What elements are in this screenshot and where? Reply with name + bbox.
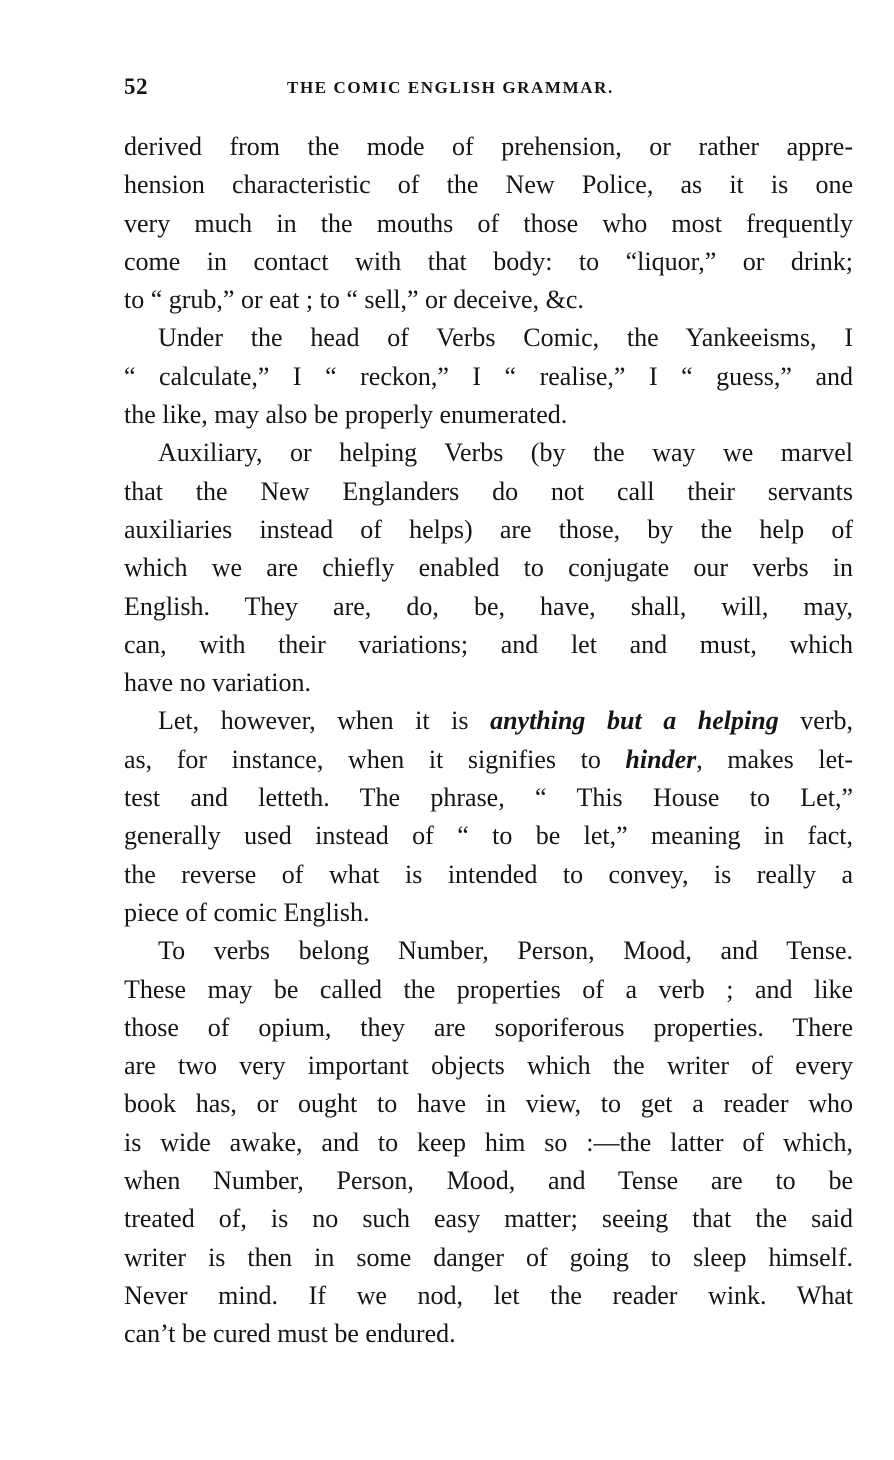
paragraph [124,702,853,932]
text-run: Let, however, when it is [158,706,491,736]
text-line: have no variation. [124,668,311,698]
body-text [124,128,853,1354]
paragraph [124,434,853,702]
text-line: These may be called the properties of a verb ; and like [124,974,853,1004]
text-run: as, for instance, when it signifies to [124,744,626,774]
text-line: “ calculate,” I “ reckon,” I “ realise,” I “ guess,” and [124,361,853,391]
text-line: the like, may also be properly enumerated. [124,400,568,430]
text-line: hension characteristic of the New Police, as it is one [124,170,853,200]
text-line: can, with their variations; and let and must, which [124,629,853,659]
text-line: to “ grub,” or eat ; to “ sell,” or deceive, &c. [124,285,584,315]
page-number: 52 [124,74,148,99]
text-line: is wide awake, and to keep him so :—the latter of which, [124,1127,853,1157]
text-line: treated of, is no such easy matter; seeing that the said [124,1204,853,1234]
text-line: generally used instead of “ to be let,” meaning in fact, [124,821,853,851]
text-line [124,702,853,740]
paragraph [124,932,853,1353]
text-line: that the New Englanders do not call their servants [124,476,853,506]
italic-phrase: anything but a helping [490,706,779,736]
text-line: Never mind. If we nod, let the reader wink. What [124,1280,853,1310]
text-line: the reverse of what is intended to convey, is really a [124,859,853,889]
paragraph [124,128,853,319]
text-line: those of opium, they are soporiferous properties. There [124,1012,853,1042]
text-line: piece of comic English. [124,897,370,927]
text-line: auxiliaries instead of helps) are those, by the help of [124,514,853,544]
text-line: To verbs belong Number, Person, Mood, and Tense. [158,936,853,966]
page-header [124,74,854,108]
text-line: test and letteth. The phrase, “ This House to Let,” [124,783,853,813]
text-line: Under the head of Verbs Comic, the Yankeeisms, I [158,323,853,353]
text-line: when Number, Person, Mood, and Tense are to be [124,1166,853,1196]
text-line: Auxiliary, or helping Verbs (by the way we marvel [158,438,853,468]
paragraph [124,319,853,434]
text-line: very much in the mouths of those who most frequently [124,208,853,238]
text-line [124,741,853,779]
text-line: come in contact with that body: to “liquor,” or drink; [124,246,853,276]
running-head: THE COMIC ENGLISH GRAMMAR. [287,78,614,97]
text-line: which we are chiefly enabled to conjugate our verbs in [124,553,853,583]
text-line: are two very important objects which the writer of every [124,1051,853,1081]
text-run: , makes let- [696,744,853,774]
text-line: derived from the mode of prehension, or rather appre- [124,132,853,161]
text-run: verb, [778,706,853,736]
text-line: English. They are, do, be, have, shall, will, may, [124,591,853,621]
text-line: can’t be cured must be endured. [124,1319,456,1349]
italic-word: hinder [625,744,697,774]
text-line: writer is then in some danger of going to sleep himself. [124,1242,853,1272]
text-line: book has, or ought to have in view, to get a reader who [124,1089,853,1119]
